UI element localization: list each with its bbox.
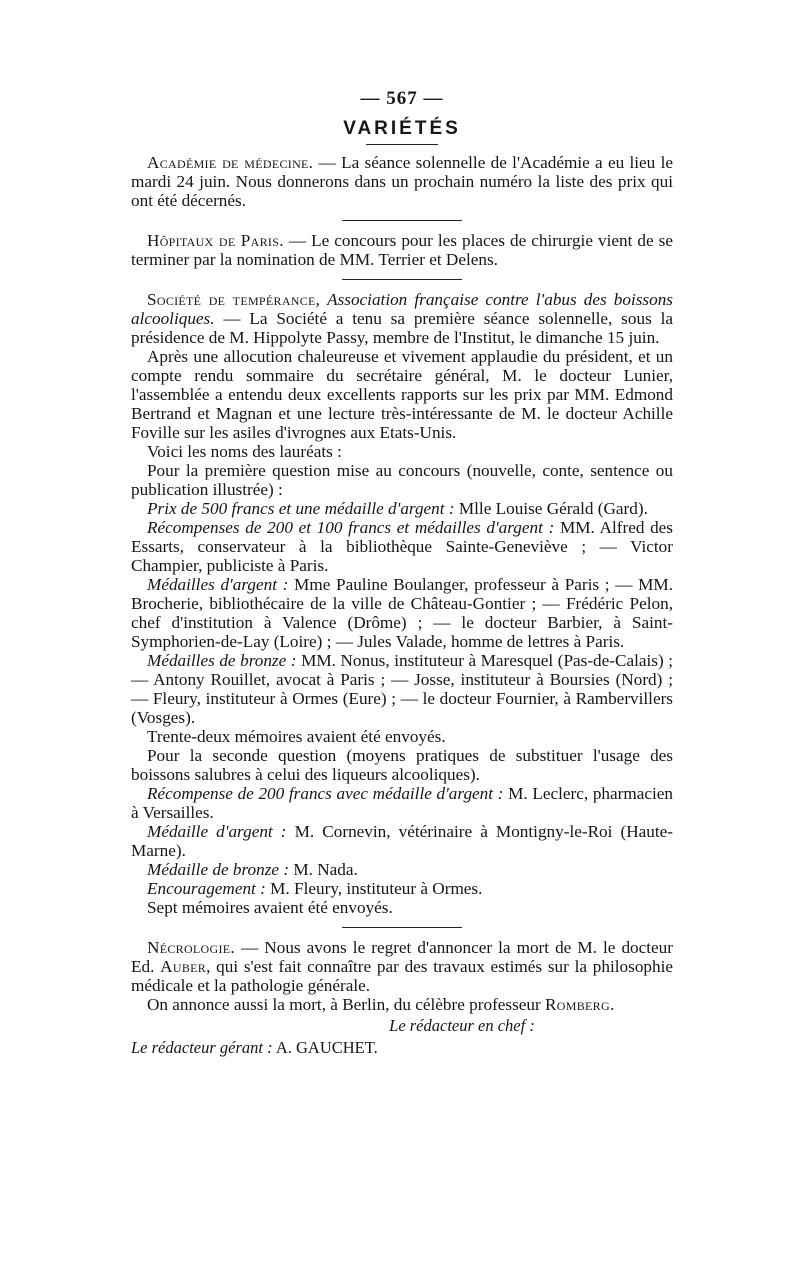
association-name: Association française contre l'abus des boissons alcooliques. [131,290,673,328]
page-number: — 567 — [360,88,444,109]
paragraph-medaille-argent [131,822,673,860]
award-text: M. Leclerc, pharmacien à Versailles. [131,784,673,822]
award-text: Mme Pauline Boulanger, professeur à Paris ; — MM. Brocherie, bibliothécaire de la ville de Château-Gontier ; — Frédéric Pelon, chef d'institution à Valence (Drôme) ; — le docteur Barbier, à Saint-Symphorien-de-Lay (Loire) ; — Jules Valade, homme de lettres à Paris. [131,575,673,651]
paragraph-hopitaux [131,231,673,269]
paragraph-romberg [131,995,673,1014]
name-auber: Auber [160,957,207,976]
divider-rule [342,279,462,280]
paragraph-medaille-bronze [131,860,673,879]
divider-rule [342,927,462,928]
paragraph-question-2: Pour la seconde question (moyens pratiques de substituer l'usage des boissons salubres à celui des liqueurs alcooliques). [131,746,673,784]
paragraph-academie [131,153,673,210]
text-necrologie-1: — Nous avons le regret d'annoncer la mort de M. le docteur Ed. [131,938,673,976]
text-hopitaux: — Le concours pour les places de chirurgie vient de se terminer par la nomination de MM. Terrier et Delens. [131,231,673,269]
manager-label: Le rédacteur gérant : [131,1038,273,1057]
label-necrologie: Nécrologie. [147,938,236,957]
paragraph-encouragement [131,879,673,898]
award-label: Médaille d'argent : [147,822,287,841]
text-necrologie-2: , qui s'est fait connaître par des travaux estimés sur la philosophie médicale et la pathologie générale. [131,957,674,995]
name-romberg: Romberg [545,995,610,1014]
title-rule [366,144,438,145]
award-text: M. Cornevin, vétérinaire à Montigny-le-Roi (Haute-Marne). [131,822,673,860]
label-societe: Société de tempérance, [147,290,321,309]
text-column [131,88,673,1058]
paragraph-societe-intro [131,290,673,347]
manager-name: A. GAUCHET. [272,1038,378,1057]
text-societe-intro: — La Société a tenu sa première séance solennelle, sous la présidence de M. Hippolyte Passy, membre de l'Institut, le dimanche 15 juin. [131,309,673,347]
paragraph-prix-500 [131,499,673,518]
paragraph-question-1: Pour la première question mise au concours (nouvelle, conte, sentence ou publication illustrée) : [131,461,673,499]
award-label: Récompenses de 200 et 100 francs et médailles d'argent : [147,518,555,537]
paragraph-allocution: Après une allocution chaleureuse et vivement applaudie du président, et un compte rendu sommaire du secrétaire général, M. le docteur Lunier, l'assemblée a entendu deux excellents rapports sur les prix par MM. Edmond Bertrand et Magnan et une lecture très-intéressante de M. le docteur Achille Foville sur les asiles d'ivrognes aux Etats-Unis. [131,347,673,442]
award-text: Mlle Louise Gérald (Gard). [454,499,648,518]
section-title: VARIÉTÉS [343,118,461,139]
award-label: Médaille de bronze : [147,860,290,879]
paragraph-laureats: Voici les noms des lauréats : [147,442,342,461]
paragraph-necrologie [131,938,673,995]
award-label: Prix de 500 francs et une médaille d'argent : [147,499,455,518]
award-text: MM. Alfred des Essarts, conservateur à la bibliothèque Sainte-Geneviève ; — Victor Champier, publiciste à Paris. [131,518,673,575]
award-text: M. Nada. [289,860,358,879]
text-academie: — La séance solennelle de l'Académie a eu lieu le mardi 24 juin. Nous donnerons dans un prochain numéro la liste des prix qui ont été décernés. [131,153,673,210]
paragraph-recompenses-200-100 [131,518,673,575]
paragraph-recompense-200 [131,784,673,822]
divider-rule [342,220,462,221]
paragraph-memoires-32: Trente-deux mémoires avaient été envoyés. [147,727,446,746]
paragraph-memoires-7: Sept mémoires avaient été envoyés. [147,898,393,917]
award-text: MM. Nonus, instituteur à Maresquel (Pas-de-Calais) ; — Antony Rouillet, avocat à Paris ; — Josse, instituteur à Boursies (Nord) ; — Fleury, instituteur à Ormes (Eure) ; — le docteur Fournier, à Rambervillers (Vosges). [131,651,674,727]
award-label: Récompense de 200 francs avec médaille d'argent : [147,784,504,803]
editor-signature: Le rédacteur en chef : [389,1016,535,1035]
paragraph-medailles-argent [131,575,673,651]
award-text: M. Fleury, instituteur à Ormes. [265,879,483,898]
award-label: Médailles de bronze : [147,651,297,670]
manager-signature [131,1038,673,1058]
award-label: Médailles d'argent : [147,575,289,594]
text-romberg-a: On annonce aussi la mort, à Berlin, du célèbre professeur [147,995,546,1014]
award-label: Encouragement : [147,879,266,898]
paragraph-medailles-bronze [131,651,673,727]
text-romberg-b: . [609,995,615,1014]
label-academie: Académie de médecine. [147,153,314,172]
label-hopitaux: Hôpitaux de Paris. [147,231,284,250]
